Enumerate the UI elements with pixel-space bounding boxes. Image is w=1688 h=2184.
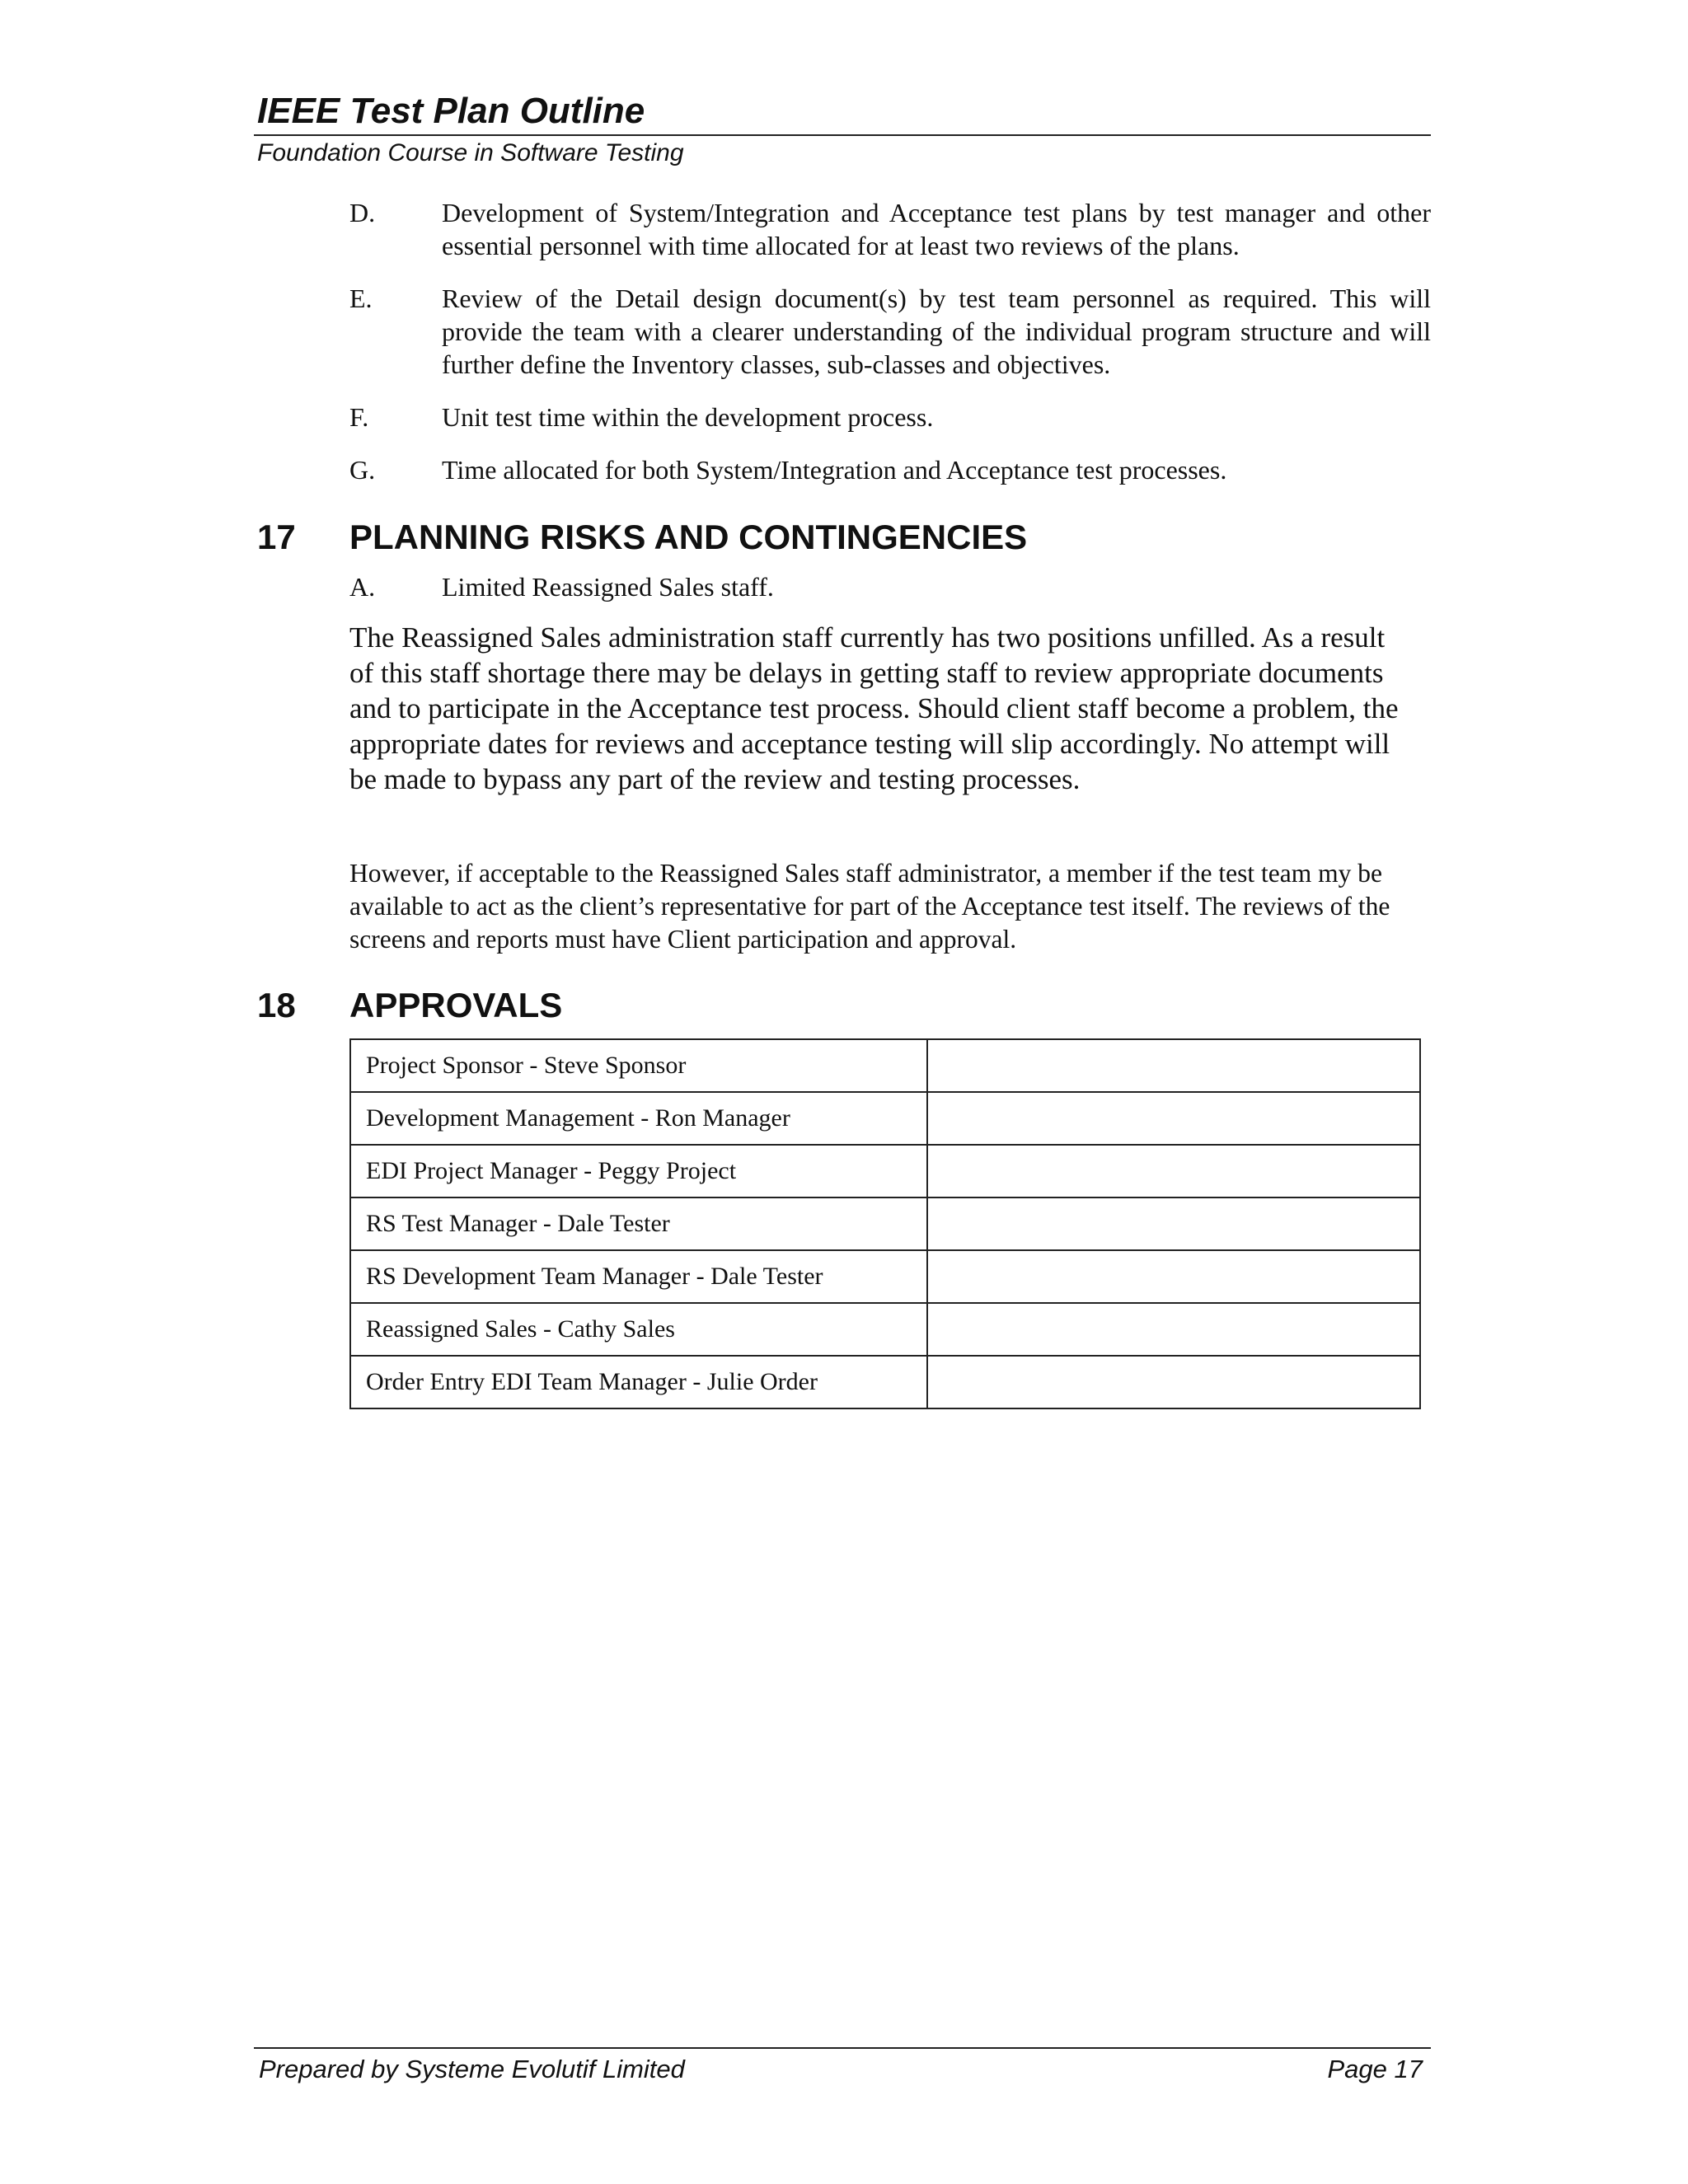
table-row <box>350 1039 1420 1092</box>
list-item-text: Development of System/Integration and Acceptance test plans by test manager and other essential personnel with time allocated for at least two reviews of the plans. <box>442 198 1431 260</box>
section-number: 18 <box>257 986 296 1024</box>
list-item-letter: F. <box>349 402 369 432</box>
approvals-table <box>349 1038 1421 1409</box>
section-heading: PLANNING RISKS AND CONTINGENCIES <box>349 518 1028 556</box>
list-item-letter: E. <box>349 284 373 313</box>
list-item-letter: D. <box>349 198 376 227</box>
approver-role: RS Development Team Manager - Dale Tester <box>350 1250 927 1303</box>
signature-cell <box>927 1092 1420 1145</box>
list-item-text: Limited Reassigned Sales staff. <box>442 572 774 602</box>
list-item-text: Review of the Detail design document(s) by test team personnel as required. This will provide the team with a clearer understanding of the individual program structure and will further define the Inventory classes, sub-classes and objectives. <box>442 284 1431 379</box>
list-item-text: Time allocated for both System/Integration and Acceptance test processes. <box>442 455 1227 485</box>
contingency-paragraph: However, if acceptable to the Reassigned Sales staff administrator, a member if the test team my be available to act as the client’s representative for part of the Acceptance test itself. The reviews of the screens and reports must have Client participation and approval. <box>349 859 1390 954</box>
signature-cell <box>927 1356 1420 1408</box>
section-heading: APPROVALS <box>349 986 563 1024</box>
approver-role: Project Sponsor - Steve Sponsor <box>350 1039 927 1092</box>
footer-rule <box>254 2047 1431 2049</box>
table-row <box>350 1303 1420 1356</box>
list-item-letter: G. <box>349 455 376 485</box>
table-row <box>350 1197 1420 1250</box>
footer-author: Prepared by Systeme Evolutif Limited <box>259 2055 685 2083</box>
signature-cell <box>927 1303 1420 1356</box>
table-row <box>350 1092 1420 1145</box>
list-item-letter: A. <box>349 572 376 602</box>
approver-role: Reassigned Sales - Cathy Sales <box>350 1303 927 1356</box>
signature-cell <box>927 1039 1420 1092</box>
document-title: IEEE Test Plan Outline <box>257 91 645 131</box>
table-row <box>350 1356 1420 1408</box>
document-subtitle: Foundation Course in Software Testing <box>257 139 684 166</box>
table-row <box>350 1250 1420 1303</box>
signature-cell <box>927 1145 1420 1197</box>
risk-paragraph: The Reassigned Sales administration staff currently has two positions unfilled. As a result of this staff shortage there may be delays in getting staff to review appropriate documents and to participate in the Acceptance test process. Should client staff become a problem, the appropriate dates for reviews and acceptance testing will slip accordingly. No attempt will be made to bypass any part of the review and testing processes. <box>349 621 1399 795</box>
section-number: 17 <box>257 518 296 556</box>
signature-cell <box>927 1250 1420 1303</box>
list-item-text: Unit test time within the development process. <box>442 402 934 432</box>
header-rule <box>254 134 1431 136</box>
signature-cell <box>927 1197 1420 1250</box>
page-number: Page 17 <box>1327 2055 1423 2083</box>
approver-role: EDI Project Manager - Peggy Project <box>350 1145 927 1197</box>
approver-role: RS Test Manager - Dale Tester <box>350 1197 927 1250</box>
table-row <box>350 1145 1420 1197</box>
approver-role: Order Entry EDI Team Manager - Julie Order <box>350 1356 927 1408</box>
approver-role: Development Management - Ron Manager <box>350 1092 927 1145</box>
